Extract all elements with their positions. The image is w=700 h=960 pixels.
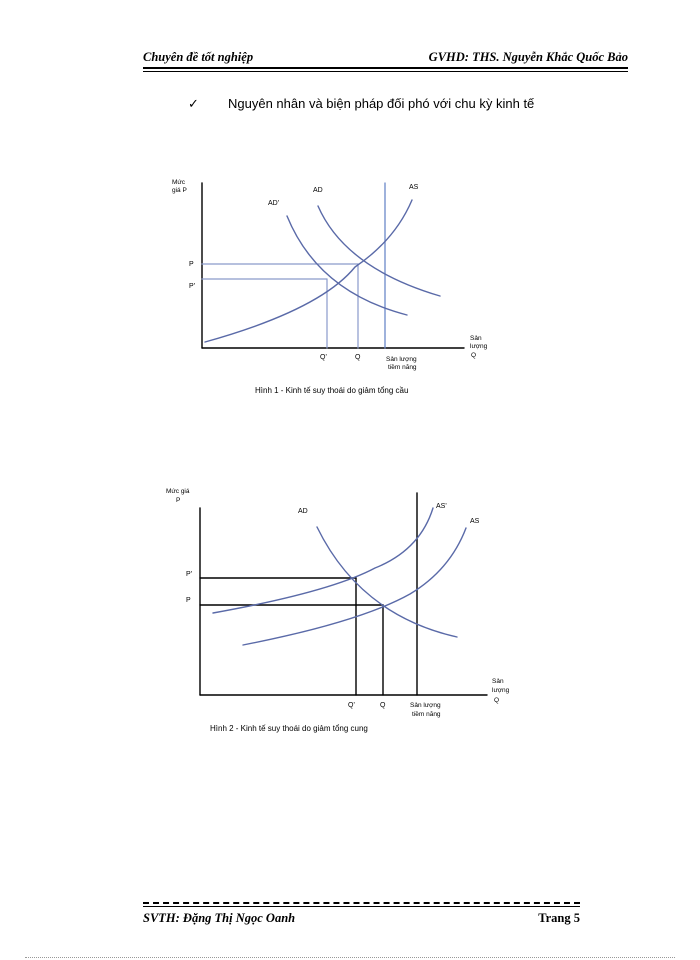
header-right: GVHD: THS. Nguyễn Khắc Quốc Bảo [428, 50, 628, 64]
fig1-tick-q: Q [355, 354, 361, 361]
page-boundary [25, 957, 675, 958]
fig1-tick-q-prime: Q' [320, 354, 327, 361]
figure-1 [172, 179, 488, 395]
fig1-xlabel-3: Q [471, 352, 477, 359]
fig2-caption: Hình 2 - Kinh tế suy thoái do giảm tổng cung [210, 724, 368, 733]
fig1-ylabel-2: giá P [172, 187, 187, 194]
fig1-label-as: AS [409, 184, 419, 191]
fig2-ylabel-2: P [176, 497, 181, 504]
fig1-potential-1: Sản lượng [386, 356, 417, 363]
fig2-label-ad: AD [298, 508, 308, 515]
section-title: Nguyên nhân và biện pháp đối phó với chu kỳ kinh tế [228, 96, 535, 111]
fig1-tick-p-prime: P' [189, 283, 196, 290]
fig2-ylabel-1: Mức giá [166, 488, 190, 495]
fig2-as-curve [243, 528, 466, 645]
header-left: Chuyên đề tốt nghiệp [143, 50, 254, 64]
fig2-xlabel-1: Sản [492, 678, 504, 685]
fig2-label-as: AS [470, 518, 480, 525]
fig2-tick-p-prime: P' [186, 571, 193, 578]
fig2-potential-2: tiềm năng [412, 711, 441, 718]
fig1-caption: Hình 1 - Kinh tế suy thoái do giảm tổng cầu [255, 386, 409, 395]
figure-2 [166, 488, 510, 733]
fig1-label-ad-prime: AD' [268, 200, 280, 207]
fig1-potential-2: tiềm năng [388, 364, 417, 371]
fig2-tick-q: Q [380, 702, 386, 709]
footer-rule-dashed [143, 902, 580, 904]
fig1-label-ad: AD [313, 187, 323, 194]
fig2-tick-q-prime: Q' [348, 702, 355, 709]
fig1-xlabel-2: lượng [470, 343, 488, 350]
fig1-tick-p: P [189, 261, 194, 268]
fig1-ad-prime-curve [287, 216, 407, 315]
fig2-tick-p: P [186, 597, 191, 604]
check-icon: ✓ [188, 96, 199, 111]
fig2-potential-1: Sản lượng [410, 702, 441, 709]
fig1-ylabel-1: Mức [172, 179, 186, 186]
footer-rule-thin [143, 906, 580, 907]
fig2-ad-curve [317, 527, 457, 637]
fig2-label-as-prime: AS' [436, 503, 447, 510]
footer-left: SVTH: Đặng Thị Ngọc Oanh [143, 911, 296, 925]
fig2-xlabel-3: Q [494, 697, 500, 704]
fig1-xlabel-1: Sản [470, 335, 482, 342]
fig2-as-prime-curve [213, 508, 433, 613]
page-number: Trang 5 [538, 911, 580, 925]
page-footer [143, 911, 580, 929]
fig2-xlabel-2: lượng [492, 687, 510, 694]
